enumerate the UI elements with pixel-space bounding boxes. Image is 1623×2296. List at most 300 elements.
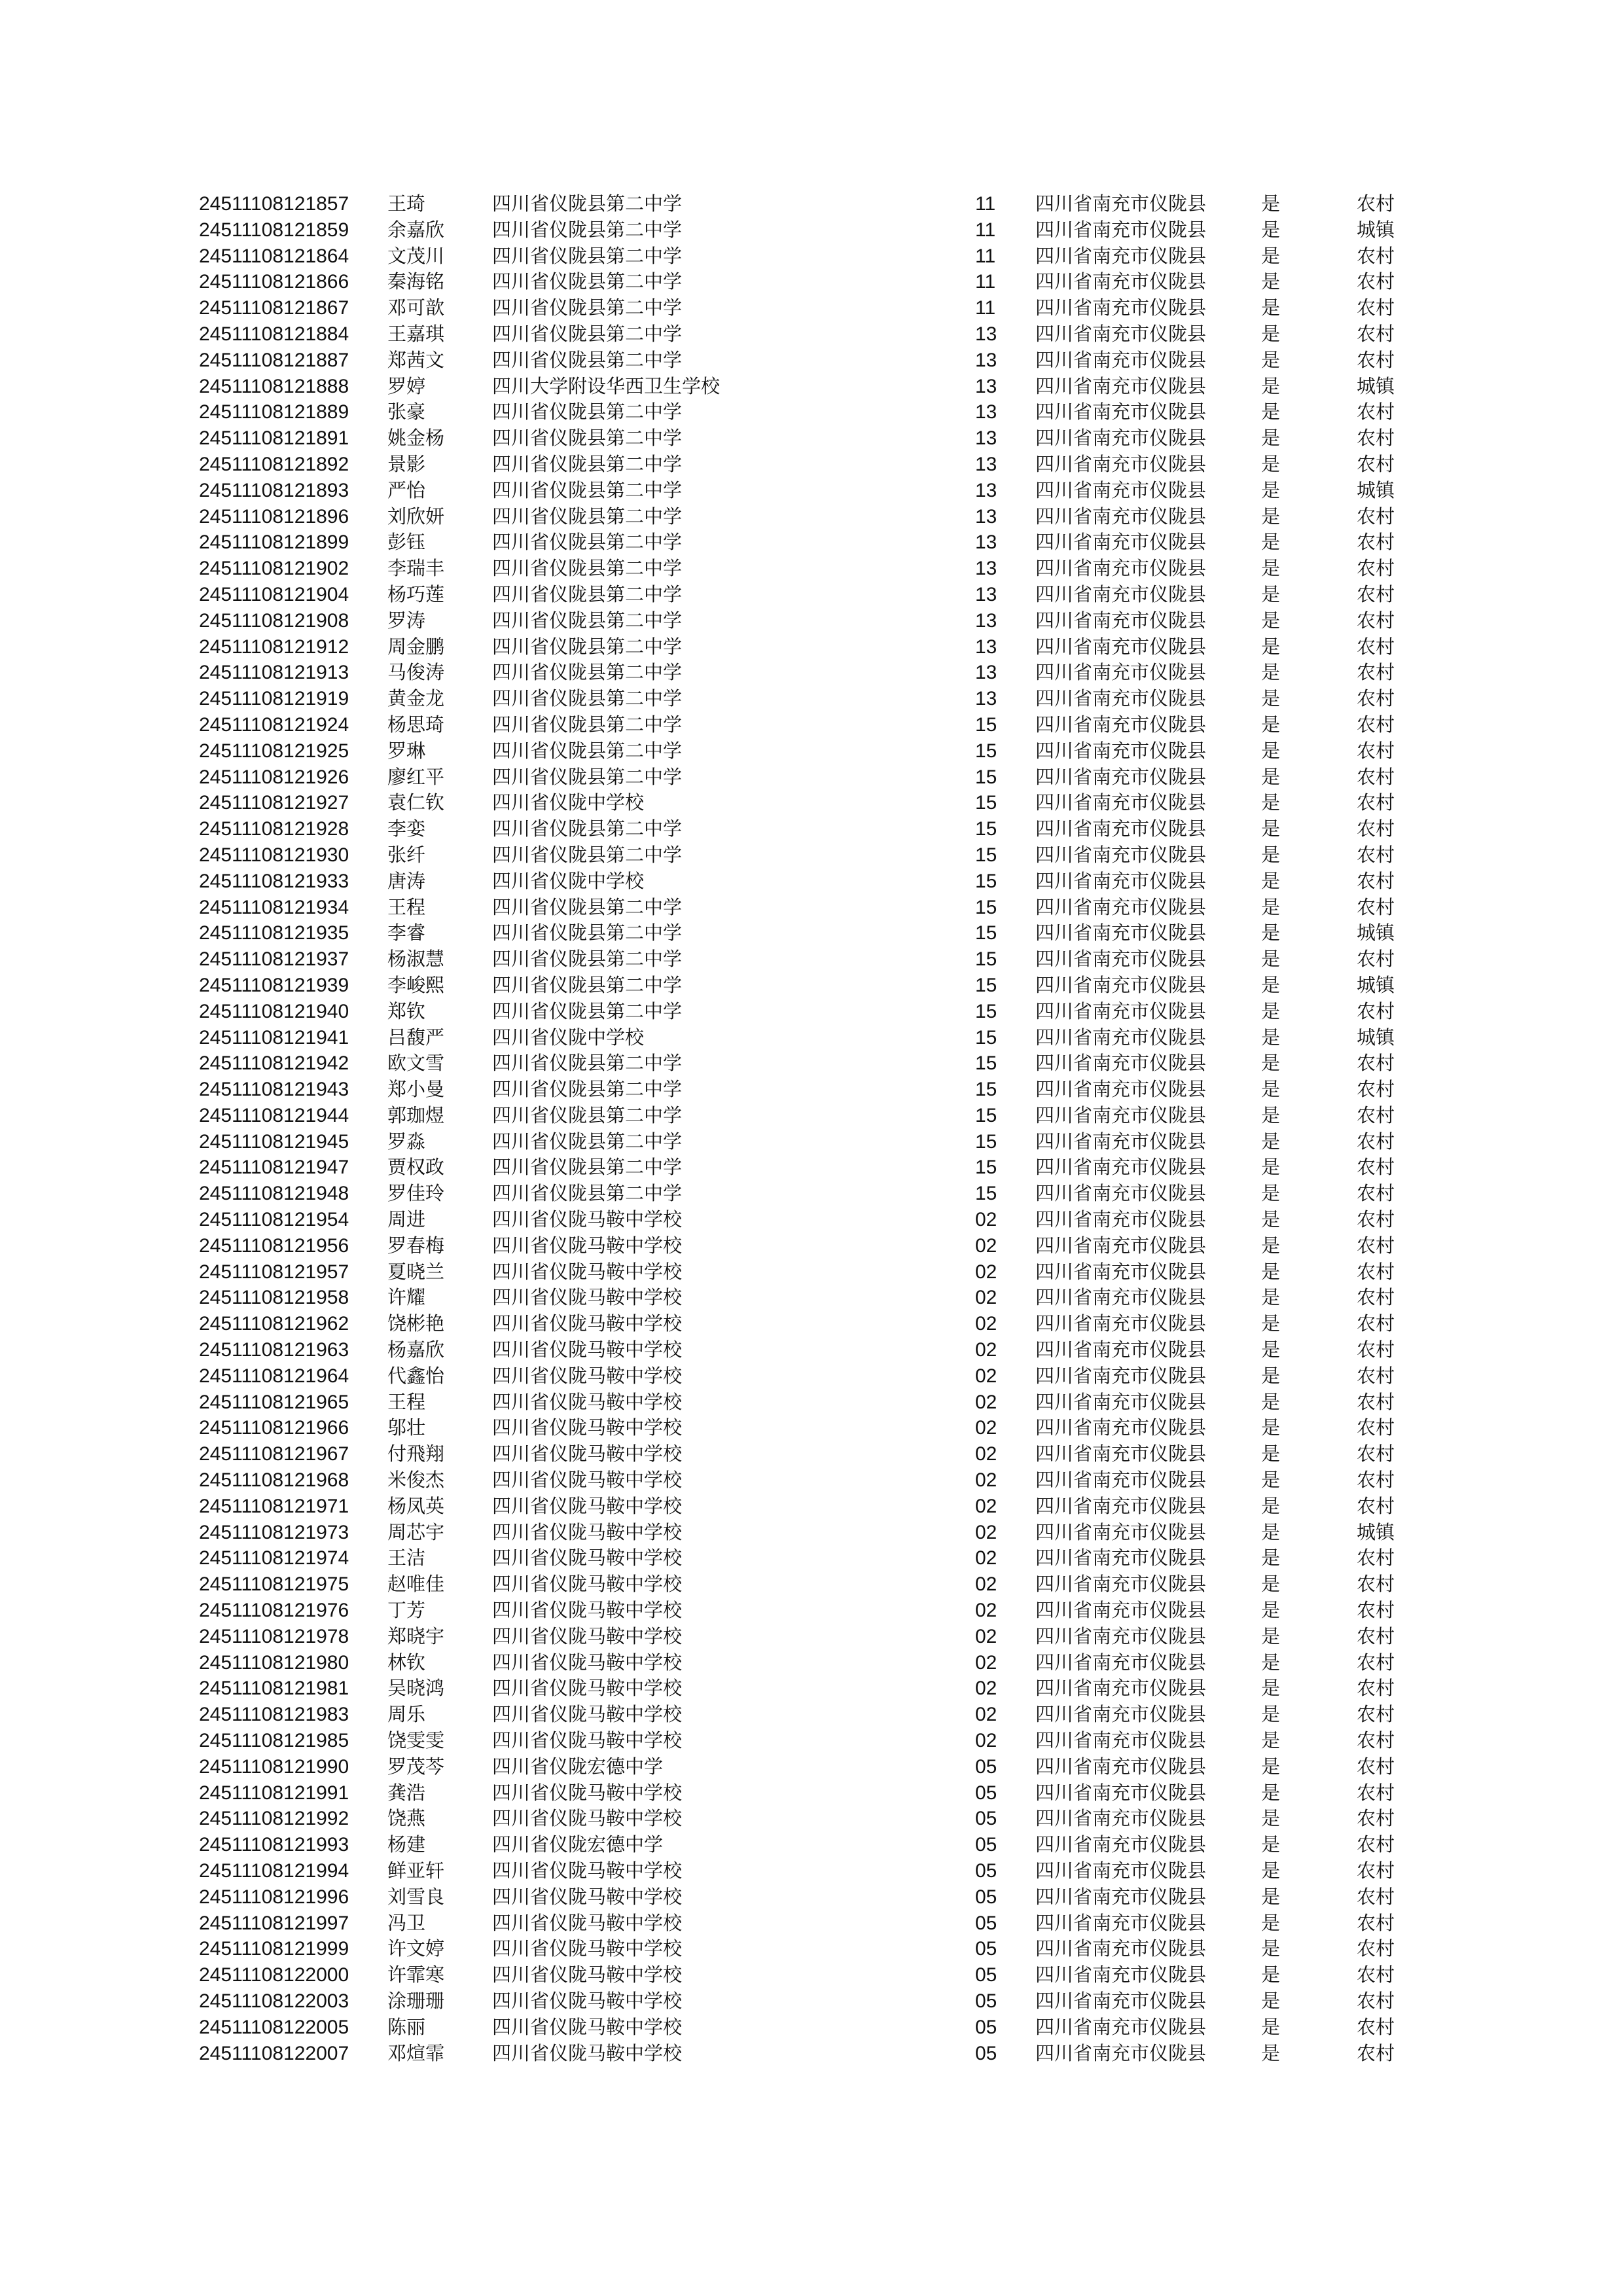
school-cell: 四川省仪陇马鞍中学校 (492, 1651, 683, 1674)
table-row (0, 1702, 1623, 1728)
student-id-cell: 24511108121927 (199, 792, 349, 814)
class-cell: 13 (975, 427, 997, 450)
region-cell: 四川省南充市仪陇县 (1035, 765, 1207, 788)
class-cell: 13 (975, 349, 997, 371)
student-id-cell: 24511108121935 (199, 922, 349, 944)
region-cell: 四川省南充市仪陇县 (1035, 296, 1207, 319)
region-cell: 四川省南充市仪陇县 (1035, 1416, 1207, 1439)
flag-cell: 是 (1261, 765, 1281, 788)
flag-cell: 是 (1261, 505, 1281, 528)
student-id-cell: 24511108121973 (199, 1521, 349, 1543)
residence-type-cell: 农村 (1357, 791, 1395, 814)
table-row (0, 243, 1623, 270)
table-row (0, 1025, 1623, 1051)
school-cell: 四川省仪陇县第二中学 (492, 296, 683, 319)
table-row (0, 869, 1623, 895)
school-cell: 四川省仪陇县第二中学 (492, 948, 683, 971)
region-cell: 四川省南充市仪陇县 (1035, 1677, 1207, 1700)
flag-cell: 是 (1261, 296, 1281, 319)
class-cell: 15 (975, 766, 997, 788)
table-row (0, 1988, 1623, 2015)
student-id-cell: 24511108121893 (199, 479, 349, 501)
residence-type-cell: 农村 (1357, 1781, 1395, 1804)
school-cell: 四川省仪陇马鞍中学校 (492, 1964, 683, 1986)
region-cell: 四川省南充市仪陇县 (1035, 1443, 1207, 1465)
table-row (0, 1832, 1623, 1858)
student-id-cell: 24511108121985 (199, 1730, 349, 1752)
class-cell: 05 (975, 1860, 997, 1882)
flag-cell: 是 (1261, 1416, 1281, 1439)
flag-cell: 是 (1261, 635, 1281, 658)
student-id-cell: 24511108122000 (199, 1964, 349, 1986)
student-id-cell: 24511108121924 (199, 713, 349, 736)
school-cell: 四川省仪陇马鞍中学校 (492, 1885, 683, 1908)
student-name-cell: 邓煊霏 (387, 2041, 445, 2064)
flag-cell: 是 (1261, 1677, 1281, 1700)
flag-cell: 是 (1261, 218, 1281, 241)
table-row (0, 895, 1623, 921)
residence-type-cell: 农村 (1357, 1651, 1395, 1674)
region-cell: 四川省南充市仪陇县 (1035, 609, 1207, 632)
school-cell: 四川省仪陇县第二中学 (492, 999, 683, 1022)
class-cell: 13 (975, 583, 997, 605)
student-id-cell: 24511108121956 (199, 1234, 349, 1257)
class-cell: 13 (975, 323, 997, 345)
region-cell: 四川省南充市仪陇县 (1035, 1859, 1207, 1882)
table-row (0, 686, 1623, 712)
student-id-cell: 24511108121904 (199, 583, 349, 605)
residence-type-cell: 农村 (1357, 1182, 1395, 1205)
student-id-cell: 24511108121884 (199, 323, 349, 345)
flag-cell: 是 (1261, 973, 1281, 996)
student-name-cell: 陈丽 (387, 2015, 426, 2038)
residence-type-cell: 农村 (1357, 1573, 1395, 1596)
table-row (0, 1259, 1623, 1285)
school-cell: 四川省仪陇马鞍中学校 (492, 1677, 683, 1700)
school-cell: 四川省仪陇马鞍中学校 (492, 1443, 683, 1465)
residence-type-cell: 农村 (1357, 1964, 1395, 1986)
student-id-cell: 24511108121975 (199, 1573, 349, 1596)
student-name-cell: 饶燕 (387, 1807, 426, 1830)
region-cell: 四川省南充市仪陇县 (1035, 1494, 1207, 1517)
school-cell: 四川省仪陇县第二中学 (492, 1130, 683, 1153)
residence-type-cell: 农村 (1357, 817, 1395, 840)
residence-type-cell: 城镇 (1357, 922, 1395, 944)
student-id-cell: 24511108121908 (199, 609, 349, 632)
table-row (0, 1806, 1623, 1832)
flag-cell: 是 (1261, 401, 1281, 423)
table-row (0, 1337, 1623, 1363)
class-cell: 05 (975, 2016, 997, 2038)
class-cell: 05 (975, 1755, 997, 1778)
table-row (0, 1962, 1623, 1988)
student-name-cell: 杨思琦 (387, 713, 445, 736)
residence-type-cell: 农村 (1357, 322, 1395, 345)
residence-type-cell: 城镇 (1357, 1520, 1395, 1543)
residence-type-cell: 农村 (1357, 687, 1395, 710)
residence-type-cell: 农村 (1357, 609, 1395, 632)
student-name-cell: 周乐 (387, 1703, 426, 1726)
region-cell: 四川省南充市仪陇县 (1035, 869, 1207, 892)
flag-cell: 是 (1261, 869, 1281, 892)
flag-cell: 是 (1261, 1494, 1281, 1517)
region-cell: 四川省南充市仪陇县 (1035, 713, 1207, 736)
school-cell: 四川省仪陇县第二中学 (492, 401, 683, 423)
residence-type-cell: 农村 (1357, 1833, 1395, 1856)
residence-type-cell: 农村 (1357, 1469, 1395, 1492)
class-cell: 15 (975, 922, 997, 944)
class-cell: 13 (975, 479, 997, 501)
residence-type-cell: 农村 (1357, 1443, 1395, 1465)
student-id-cell: 24511108121942 (199, 1052, 349, 1075)
student-id-cell: 24511108122005 (199, 2016, 349, 2038)
flag-cell: 是 (1261, 583, 1281, 605)
table-row (0, 816, 1623, 842)
student-name-cell: 罗涛 (387, 609, 426, 632)
flag-cell: 是 (1261, 1130, 1281, 1153)
school-cell: 四川省仪陇马鞍中学校 (492, 1703, 683, 1726)
class-cell: 13 (975, 375, 997, 397)
student-name-cell: 许耀 (387, 1286, 426, 1309)
table-row (0, 1155, 1623, 1181)
table-row (0, 712, 1623, 738)
class-cell: 15 (975, 1000, 997, 1022)
school-cell: 四川省仪陇马鞍中学校 (492, 1312, 683, 1335)
region-cell: 四川省南充市仪陇县 (1035, 1755, 1207, 1778)
class-cell: 02 (975, 1573, 997, 1596)
region-cell: 四川省南充市仪陇县 (1035, 1390, 1207, 1413)
region-cell: 四川省南充市仪陇县 (1035, 1807, 1207, 1830)
flag-cell: 是 (1261, 948, 1281, 971)
student-name-cell: 丁芳 (387, 1599, 426, 1622)
class-cell: 13 (975, 531, 997, 554)
region-cell: 四川省南充市仪陇县 (1035, 843, 1207, 866)
region-cell: 四川省南充市仪陇县 (1035, 948, 1207, 971)
region-cell: 四川省南充市仪陇县 (1035, 687, 1207, 710)
class-cell: 02 (975, 1521, 997, 1543)
table-row (0, 1520, 1623, 1546)
table-row (0, 529, 1623, 556)
region-cell: 四川省南充市仪陇县 (1035, 895, 1207, 918)
region-cell: 四川省南充市仪陇县 (1035, 1103, 1207, 1126)
class-cell: 15 (975, 844, 997, 866)
student-id-cell: 24511108121954 (199, 1209, 349, 1231)
residence-type-cell: 农村 (1357, 1364, 1395, 1387)
region-cell: 四川省南充市仪陇县 (1035, 1651, 1207, 1674)
student-name-cell: 郑小曼 (387, 1078, 445, 1101)
class-cell: 15 (975, 1104, 997, 1126)
region-cell: 四川省南充市仪陇县 (1035, 1937, 1207, 1960)
school-cell: 四川省仪陇县第二中学 (492, 322, 683, 345)
table-row (0, 1311, 1623, 1337)
student-name-cell: 马俊涛 (387, 661, 445, 684)
student-name-cell: 景影 (387, 452, 426, 475)
region-cell: 四川省南充市仪陇县 (1035, 1729, 1207, 1752)
student-name-cell: 秦海铭 (387, 270, 445, 293)
school-cell: 四川省仪陇县第二中学 (492, 922, 683, 944)
student-name-cell: 杨凤英 (387, 1494, 445, 1517)
region-cell: 四川省南充市仪陇县 (1035, 1520, 1207, 1543)
flag-cell: 是 (1261, 817, 1281, 840)
class-cell: 15 (975, 1026, 997, 1049)
table-row (0, 660, 1623, 686)
residence-type-cell: 农村 (1357, 1260, 1395, 1283)
class-cell: 15 (975, 896, 997, 918)
class-cell: 13 (975, 453, 997, 475)
flag-cell: 是 (1261, 374, 1281, 397)
residence-type-cell: 农村 (1357, 1286, 1395, 1309)
student-name-cell: 姚金杨 (387, 427, 445, 450)
region-cell: 四川省南充市仪陇县 (1035, 1547, 1207, 1570)
region-cell: 四川省南充市仪陇县 (1035, 1052, 1207, 1075)
table-row (0, 2041, 1623, 2067)
student-id-cell: 24511108122003 (199, 1990, 349, 2012)
table-row (0, 1494, 1623, 1520)
student-name-cell: 唐涛 (387, 869, 426, 892)
class-cell: 15 (975, 818, 997, 840)
student-id-cell: 24511108121996 (199, 1886, 349, 1908)
class-cell: 05 (975, 1886, 997, 1908)
class-cell: 15 (975, 974, 997, 996)
region-cell: 四川省南充市仪陇县 (1035, 973, 1207, 996)
table-row (0, 1571, 1623, 1598)
class-cell: 02 (975, 1365, 997, 1387)
region-cell: 四川省南充市仪陇县 (1035, 635, 1207, 658)
school-cell: 四川省仪陇县第二中学 (492, 609, 683, 632)
flag-cell: 是 (1261, 1624, 1281, 1647)
school-cell: 四川省仪陇马鞍中学校 (492, 1494, 683, 1517)
table-row (0, 1441, 1623, 1467)
region-cell: 四川省南充市仪陇县 (1035, 661, 1207, 684)
school-cell: 四川省仪陇马鞍中学校 (492, 1469, 683, 1492)
residence-type-cell: 农村 (1357, 1078, 1395, 1101)
region-cell: 四川省南充市仪陇县 (1035, 1208, 1207, 1231)
student-id-cell: 24511108121928 (199, 818, 349, 840)
flag-cell: 是 (1261, 999, 1281, 1022)
student-name-cell: 邓可歆 (387, 296, 445, 319)
student-id-cell: 24511108121981 (199, 1677, 349, 1700)
residence-type-cell: 农村 (1357, 401, 1395, 423)
region-cell: 四川省南充市仪陇县 (1035, 1234, 1207, 1257)
residence-type-cell: 农村 (1357, 244, 1395, 267)
student-name-cell: 许文婷 (387, 1937, 445, 1960)
flag-cell: 是 (1261, 348, 1281, 371)
residence-type-cell: 农村 (1357, 1599, 1395, 1622)
residence-type-cell: 农村 (1357, 739, 1395, 762)
region-cell: 四川省南充市仪陇县 (1035, 401, 1207, 423)
table-row (0, 1050, 1623, 1077)
residence-type-cell: 农村 (1357, 1677, 1395, 1700)
student-id-cell: 24511108121958 (199, 1287, 349, 1309)
region-cell: 四川省南充市仪陇县 (1035, 1312, 1207, 1335)
student-name-cell: 赵唯佳 (387, 1573, 445, 1596)
table-row (0, 1650, 1623, 1676)
student-id-cell: 24511108121864 (199, 245, 349, 267)
table-row (0, 1129, 1623, 1155)
region-cell: 四川省南充市仪陇县 (1035, 192, 1207, 215)
class-cell: 02 (975, 1677, 997, 1700)
student-name-cell: 冯卫 (387, 1911, 426, 1934)
student-name-cell: 彭钰 (387, 531, 426, 554)
table-row (0, 1754, 1623, 1780)
student-name-cell: 周进 (387, 1208, 426, 1231)
student-name-cell: 王嘉琪 (387, 322, 445, 345)
residence-type-cell: 农村 (1357, 1807, 1395, 1830)
school-cell: 四川省仪陇县第二中学 (492, 531, 683, 554)
school-cell: 四川省仪陇马鞍中学校 (492, 1286, 683, 1309)
flag-cell: 是 (1261, 322, 1281, 345)
student-name-cell: 郑晓宇 (387, 1624, 445, 1647)
school-cell: 四川省仪陇县第二中学 (492, 270, 683, 293)
flag-cell: 是 (1261, 1338, 1281, 1361)
student-name-cell: 李娈 (387, 817, 426, 840)
flag-cell: 是 (1261, 1807, 1281, 1830)
residence-type-cell: 城镇 (1357, 1026, 1395, 1049)
student-id-cell: 24511108121997 (199, 1912, 349, 1934)
table-row (0, 1285, 1623, 1311)
student-name-cell: 罗琳 (387, 739, 426, 762)
student-id-cell: 24511108121991 (199, 1782, 349, 1804)
region-cell: 四川省南充市仪陇县 (1035, 2041, 1207, 2064)
class-cell: 13 (975, 609, 997, 632)
table-row (0, 425, 1623, 452)
region-cell: 四川省南充市仪陇县 (1035, 322, 1207, 345)
class-cell: 02 (975, 1339, 997, 1361)
flag-cell: 是 (1261, 843, 1281, 866)
region-cell: 四川省南充市仪陇县 (1035, 1026, 1207, 1049)
school-cell: 四川大学附设华西卫生学校 (492, 374, 721, 397)
student-id-cell: 24511108121926 (199, 766, 349, 788)
student-id-cell: 24511108121957 (199, 1261, 349, 1283)
class-cell: 15 (975, 948, 997, 971)
student-id-cell: 24511108121964 (199, 1365, 349, 1387)
table-row (0, 608, 1623, 634)
student-name-cell: 廖红平 (387, 765, 445, 788)
class-cell: 11 (975, 245, 996, 267)
student-name-cell: 郑茜文 (387, 348, 445, 371)
student-id-cell: 24511108121866 (199, 271, 349, 293)
school-cell: 四川省仪陇县第二中学 (492, 635, 683, 658)
residence-type-cell: 农村 (1357, 1338, 1395, 1361)
student-id-cell: 24511108121976 (199, 1600, 349, 1622)
flag-cell: 是 (1261, 1755, 1281, 1778)
flag-cell: 是 (1261, 1182, 1281, 1205)
flag-cell: 是 (1261, 1573, 1281, 1596)
school-cell: 四川省仪陇马鞍中学校 (492, 1364, 683, 1387)
school-cell: 四川省仪陇马鞍中学校 (492, 1807, 683, 1830)
table-row (0, 504, 1623, 530)
school-cell: 四川省仪陇县第二中学 (492, 583, 683, 605)
region-cell: 四川省南充市仪陇县 (1035, 1624, 1207, 1647)
student-name-cell: 饶雯雯 (387, 1729, 445, 1752)
school-cell: 四川省仪陇马鞍中学校 (492, 1234, 683, 1257)
residence-type-cell: 农村 (1357, 1547, 1395, 1570)
region-cell: 四川省南充市仪陇县 (1035, 1573, 1207, 1596)
region-cell: 四川省南充市仪陇县 (1035, 1182, 1207, 1205)
class-cell: 02 (975, 1651, 997, 1674)
table-row (0, 1467, 1623, 1494)
residence-type-cell: 农村 (1357, 869, 1395, 892)
student-id-cell: 24511108121990 (199, 1755, 349, 1778)
student-name-cell: 刘雪良 (387, 1885, 445, 1908)
table-row (0, 790, 1623, 816)
class-cell: 15 (975, 1079, 997, 1101)
table-row (0, 1910, 1623, 1937)
region-cell: 四川省南充市仪陇县 (1035, 1964, 1207, 1986)
student-list-table (0, 191, 1623, 2066)
region-cell: 四川省南充市仪陇县 (1035, 244, 1207, 267)
class-cell: 11 (975, 219, 996, 241)
student-name-cell: 王洁 (387, 1547, 426, 1570)
student-name-cell: 余嘉欣 (387, 218, 445, 241)
table-row (0, 399, 1623, 425)
flag-cell: 是 (1261, 1833, 1281, 1856)
student-name-cell: 林钦 (387, 1651, 426, 1674)
school-cell: 四川省仪陇马鞍中学校 (492, 1937, 683, 1960)
region-cell: 四川省南充市仪陇县 (1035, 791, 1207, 814)
table-row (0, 1598, 1623, 1624)
school-cell: 四川省仪陇县第二中学 (492, 218, 683, 241)
student-name-cell: 黄金龙 (387, 687, 445, 710)
flag-cell: 是 (1261, 1547, 1281, 1570)
school-cell: 四川省仪陇县第二中学 (492, 661, 683, 684)
residence-type-cell: 农村 (1357, 2041, 1395, 2064)
flag-cell: 是 (1261, 557, 1281, 580)
table-row (0, 295, 1623, 321)
student-id-cell: 24511108121902 (199, 558, 349, 580)
school-cell: 四川省仪陇马鞍中学校 (492, 1911, 683, 1934)
student-name-cell: 罗淼 (387, 1130, 426, 1153)
flag-cell: 是 (1261, 1260, 1281, 1283)
student-id-cell: 24511108121978 (199, 1625, 349, 1647)
flag-cell: 是 (1261, 1729, 1281, 1752)
class-cell: 15 (975, 740, 997, 762)
student-id-cell: 24511108121974 (199, 1547, 349, 1570)
table-row (0, 217, 1623, 243)
table-row (0, 1624, 1623, 1650)
table-row (0, 738, 1623, 764)
school-cell: 四川省仪陇县第二中学 (492, 1182, 683, 1205)
class-cell: 02 (975, 1600, 997, 1622)
region-cell: 四川省南充市仪陇县 (1035, 505, 1207, 528)
table-row (0, 348, 1623, 374)
student-id-cell: 24511108121859 (199, 219, 349, 241)
student-id-cell: 24511108121947 (199, 1157, 349, 1179)
student-id-cell: 24511108121941 (199, 1026, 349, 1049)
region-cell: 四川省南充市仪陇县 (1035, 1130, 1207, 1153)
table-row (0, 452, 1623, 478)
student-name-cell: 李睿 (387, 922, 426, 944)
student-id-cell: 24511108121963 (199, 1339, 349, 1361)
student-id-cell: 24511108121933 (199, 870, 349, 892)
class-cell: 15 (975, 1157, 997, 1179)
residence-type-cell: 农村 (1357, 2015, 1395, 2038)
flag-cell: 是 (1261, 1443, 1281, 1465)
table-row (0, 1233, 1623, 1259)
region-cell: 四川省南充市仪陇县 (1035, 1599, 1207, 1622)
class-cell: 02 (975, 1287, 997, 1309)
residence-type-cell: 农村 (1357, 999, 1395, 1022)
school-cell: 四川省仪陇马鞍中学校 (492, 2015, 683, 2038)
class-cell: 05 (975, 1964, 997, 1986)
student-name-cell: 袁仁钦 (387, 791, 445, 814)
residence-type-cell: 农村 (1357, 1911, 1395, 1934)
class-cell: 02 (975, 1547, 997, 1570)
residence-type-cell: 城镇 (1357, 374, 1395, 397)
flag-cell: 是 (1261, 1703, 1281, 1726)
class-cell: 11 (975, 271, 996, 293)
class-cell: 15 (975, 1183, 997, 1205)
